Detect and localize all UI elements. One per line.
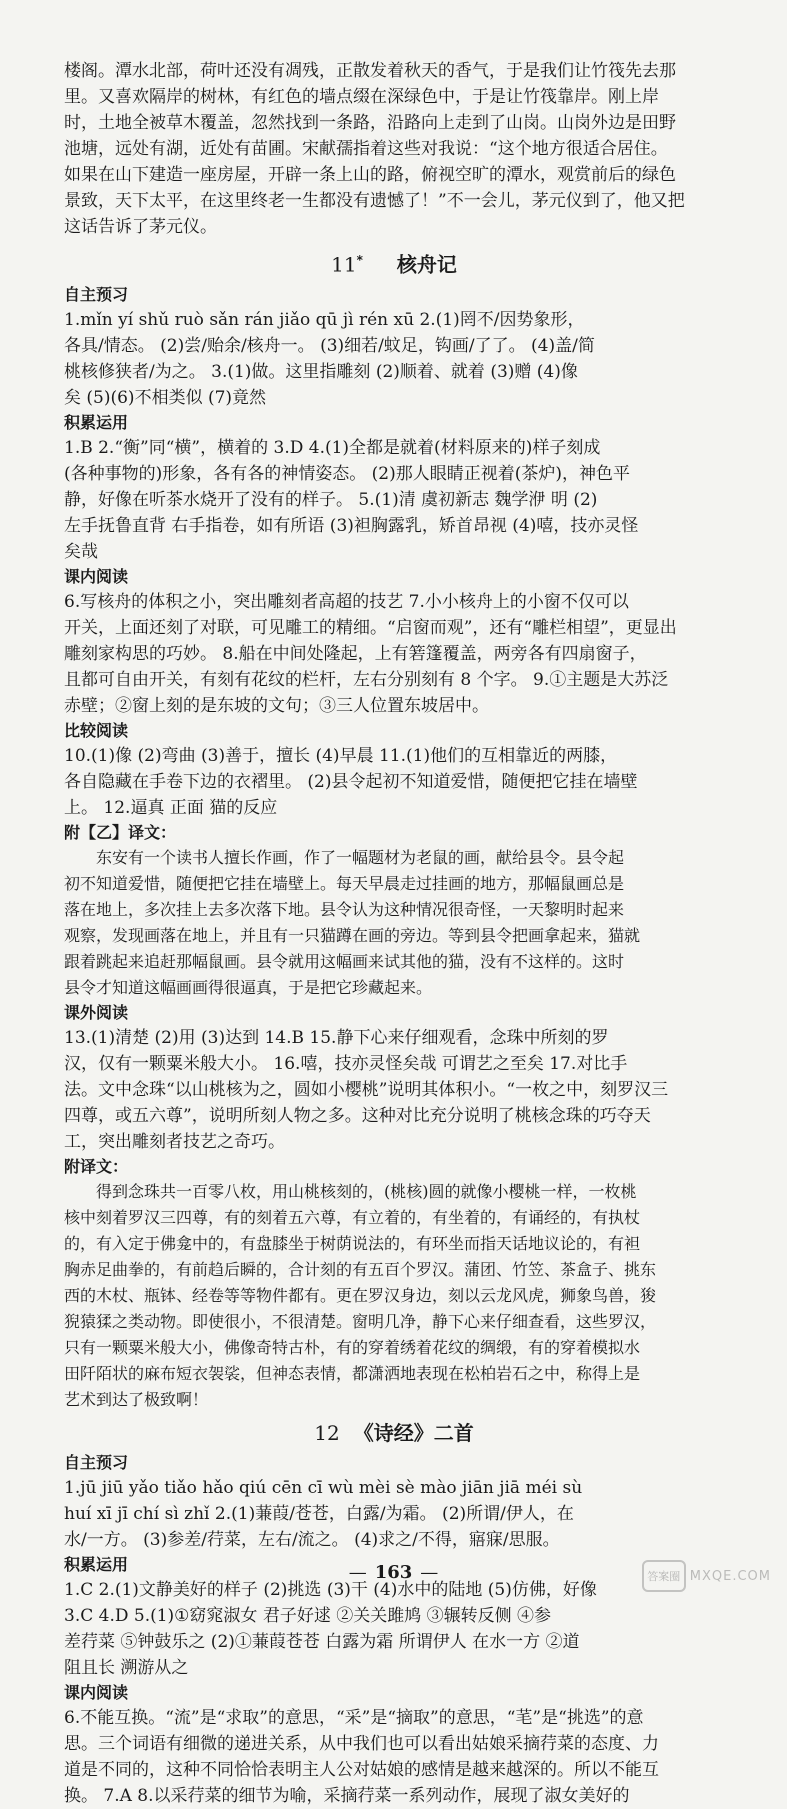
intro-line: 池塘，远处有湖，近处有苗圃。宋献孺指着这些对我说：“这个地方很适合居住。: [64, 139, 668, 159]
text-line: 1.C 2.(1)文静美好的样子 (2)挑选 (3)干 (4)水中的陆地 (5)仿佛，好像: [64, 1579, 597, 1600]
text-line: 左手抚鲁直背 右手指卷，如有所语 (3)袒胸露乳，矫首昂视 (4)嘻，技亦灵怪: [64, 515, 639, 536]
l11-translation-1: [64, 845, 724, 1001]
text-line: 差荇菜 ⑤钟鼓乐之 (2)①蒹葭苍苍 白露为霜 所谓伊人 在水一方 ②道: [64, 1631, 580, 1652]
text-line: 艺术到达了极致啊！: [64, 1389, 209, 1409]
text-line: 得到念珠共一百零八枚，用山桃核刻的，(桃核)圆的就像小樱桃一样，一枚桃: [96, 1181, 637, 1201]
l11-usage-heading: 积累运用: [64, 412, 129, 432]
text-line: 阻且长 溯游从之: [64, 1657, 189, 1678]
text-line: 思。三个词语有细微的递进关系，从中我们也可以看出姑娘采摘荇菜的态度、力: [64, 1733, 659, 1754]
text-line: 1.jū jiū yǎo tiǎo hǎo qiú cēn cī wù mèi sè mào jiān jiā méi sù: [64, 1477, 583, 1498]
intro-line: 这话告诉了茅元仪。: [64, 217, 217, 237]
text-line: 10.(1)像 (2)弯曲 (3)善于，擅长 (4)早晨 11.(1)他们的互相靠近的两膝，: [64, 745, 618, 766]
text-line: 矣 (5)(6)不相类似 (7)竟然: [64, 387, 267, 408]
text-line: 上。 12.逼真 正面 猫的反应: [64, 797, 278, 818]
text-line: 只有一颗粟米般大小，佛像奇特古朴，有的穿着绣着花纹的绸缎，有的穿着模拟水: [64, 1337, 641, 1357]
text-line: 法。文中念珠“以山桃核为之，圆如小樱桃”说明其体积小。“一枚之中，刻罗汉三: [64, 1079, 669, 1100]
text-line: (各种事物的)形象，各有各的神情姿态。 (2)那人眼睛正视着(茶炉)，神色平: [64, 463, 631, 484]
text-line: 各自隐藏在手卷下边的衣褶里。 (2)县令起初不知道爱惜，随便把它挂在墙壁: [64, 771, 638, 792]
text-line: 1.mǐn yí shǔ ruò sǎn rán jiǎo qū jì rén xū 2.(1)罔不/因势象形，: [64, 309, 585, 330]
lesson-12-name: 《诗经》二首: [353, 1420, 474, 1445]
lesson-11-name: 核舟记: [396, 252, 457, 277]
l11-extra-heading: 课外阅读: [64, 1002, 129, 1022]
intro-translation: [64, 58, 724, 240]
l12-inclass-heading: 课内阅读: [64, 1682, 129, 1702]
text-line: 赤壁；②窗上刻的是东坡的文句；③三人位置东坡居中。: [64, 695, 489, 716]
lesson-12-number: 12: [314, 1420, 340, 1445]
text-line: 猊猿猱之类动物。即使很小，不很清楚。窗明几净，静下心来仔细查看，这些罗汉，: [64, 1311, 657, 1331]
l11-usage-answers: [64, 435, 724, 565]
page-content: [64, 58, 724, 1809]
text-line: 各具/情态。 (2)尝/贻余/核舟一。 (3)细若/蚊足，钩画/了了。 (4)盖/简: [64, 335, 595, 356]
intro-line: 时，土地全被草木覆盖，忽然找到一条路，沿路向上走到了山岗。山岗外边是田野: [64, 113, 676, 133]
page-number-value: 163: [374, 1562, 413, 1583]
text-line: 工，突出雕刻者技艺之奇巧。: [64, 1131, 285, 1152]
l11-translation-2: [64, 1179, 724, 1413]
lesson-12-title: [64, 1415, 724, 1451]
l12-usage-answers: [64, 1577, 724, 1681]
text-line: huí xī jī chí sì zhǐ 2.(1)蒹葭/苍苍，白露/为霜。 (2)所谓/伊人，在: [64, 1503, 574, 1524]
l11-translation-1-heading: 附【乙】译文：: [64, 822, 177, 842]
watermark-badge: 答案圈: [642, 1560, 686, 1592]
text-line: 东安有一个读书人擅长作画，作了一幅题材为老鼠的画，献给县令。县令起: [96, 847, 625, 867]
l12-preview-heading: 自主预习: [64, 1452, 129, 1472]
text-line: 县令才知道这幅画画得很逼真，于是把它珍藏起来。: [64, 977, 433, 997]
text-line: 核中刻着罗汉三四尊，有的刻着五六尊，有立着的，有坐着的，有诵经的，有执杖: [64, 1207, 641, 1227]
l11-preview-answers: [64, 307, 724, 411]
text-line: 换。 7.A 8.以采荇菜的细节为喻，采摘荇菜一系列动作，展现了淑女美好的: [64, 1785, 630, 1806]
text-line: 矣哉: [64, 541, 98, 562]
intro-line: 如果在山下建造一座房屋，开辟一条上山的路，俯视空旷的潭水，观赏前后的绿色: [64, 165, 676, 185]
page-dash-left: —: [348, 1562, 367, 1583]
text-line: 初不知道爱惜，随便把它挂在墙壁上。每天早晨走过挂画的地方，那幅鼠画总是: [64, 873, 625, 893]
intro-line: 里。又喜欢隔岸的树林，有红色的墙点缀在深绿色中，于是让竹筏靠岸。刚上岸: [64, 87, 659, 107]
text-line: 且都可自由开关，有刻有花纹的栏杆，左右分别刻有 8 个字。 9.①主题是大苏泛: [64, 669, 669, 690]
l11-inclass-answers: [64, 589, 724, 719]
l11-inclass-heading: 课内阅读: [64, 566, 129, 586]
text-line: 开关，上面还刻了对联，可见雕工的精细。“启窗而观”，还有“雕栏相望”，更显出: [64, 617, 677, 638]
text-line: 水/一方。 (3)参差/荇菜，左右/流之。 (4)求之/不得，寤寐/思服。: [64, 1529, 560, 1550]
l11-translation-2-heading: 附译文：: [64, 1156, 129, 1176]
text-line: 田阡陌状的麻布短衣袈裟，但神态表情，都潇洒地表现在松柏岩石之中，称得上是: [64, 1363, 641, 1383]
text-line: 雕刻家构思的巧妙。 8.船在中间处隆起，上有箬篷覆盖，两旁各有四扇窗子，: [64, 643, 647, 664]
text-line: 6.写核舟的体积之小，突出雕刻者高超的技艺 7.小小核舟上的小窗不仅可以: [64, 591, 629, 612]
text-line: 观察，发现画落在地上，并且有一只猫蹲在画的旁边。等到县令把画拿起来，猫就: [64, 925, 641, 945]
intro-line: 楼阁。潭水北部，荷叶还没有凋残，正散发着秋天的香气，于是我们让竹筏先去那: [64, 61, 676, 81]
text-line: 3.C 4.D 5.(1)①窈窕淑女 君子好逑 ②关关雎鸠 ③辗转反侧 ④参: [64, 1605, 552, 1626]
text-line: 西的木杖、瓶钵、经卷等等物件都有。更在罗汉身边，刻以云龙风虎，狮象鸟兽，狻: [64, 1285, 657, 1305]
l11-preview-heading: 自主预习: [64, 284, 129, 304]
text-line: 6.不能互换。“流”是“求取”的意思，“采”是“摘取”的意思，“芼”是“挑选”的意: [64, 1707, 644, 1728]
page-dash-right: —: [420, 1562, 439, 1583]
text-line: 的，有入定于佛龛中的，有盘膝坐于树荫说法的，有环坐而指天话地议论的，有袒: [64, 1233, 641, 1253]
intro-line: 景致，天下太平，在这里终老一生都没有遗憾了！”不一会儿，茅元仪到了，他又把: [64, 191, 685, 211]
text-line: 桃核修狭者/为之。 3.(1)做。这里指雕刻 (2)顺着、就着 (3)赠 (4)像: [64, 361, 578, 382]
lesson-11-mark: *: [356, 253, 363, 267]
text-line: 13.(1)清楚 (2)用 (3)达到 14.B 15.静下心来仔细观看，念珠中所刻的罗: [64, 1027, 609, 1048]
lesson-11-title: [64, 242, 724, 283]
l12-inclass-answers: [64, 1705, 724, 1809]
text-line: 1.B 2.“衡”同“横”，横着的 3.D 4.(1)全都是就着(材料原来的)样子刻成: [64, 437, 601, 458]
l11-compare-answers: [64, 743, 724, 821]
text-line: 落在地上，多次挂上去多次落下地。县令认为这种情况很奇怪，一天黎明时起来: [64, 899, 625, 919]
text-line: 汉，仅有一颗粟米般大小。 16.嘻，技亦灵怪矣哉 可谓艺之至矣 17.对比手: [64, 1053, 628, 1074]
l11-compare-heading: 比较阅读: [64, 720, 129, 740]
watermark: [642, 1560, 771, 1592]
text-line: 胸赤足曲拳的，有前趋后瞬的，合计刻的有五百个罗汉。蒲团、竹笠、茶盒子、挑东: [64, 1259, 657, 1279]
l12-usage-heading: 积累运用: [64, 1554, 129, 1574]
text-line: 道是不同的，这种不同恰恰表明主人公对姑娘的感情是越来越深的。所以不能互: [64, 1759, 659, 1780]
l12-preview-answers: [64, 1475, 724, 1553]
text-line: 静，好像在听茶水烧开了没有的样子。 5.(1)清 虞初新志 魏学洢 明 (2): [64, 489, 598, 510]
watermark-url: MXQE.COM: [689, 1568, 771, 1584]
text-line: 跟着跳起来追赶那幅鼠画。县令就用这幅画来试其他的猫，没有不这样的。这时: [64, 951, 625, 971]
l11-extra-answers: [64, 1025, 724, 1155]
text-line: 四尊，或五六尊”，说明所刻人物之多。这种对比充分说明了桃核念珠的巧夺天: [64, 1105, 651, 1126]
lesson-11-number: 11: [331, 252, 357, 277]
